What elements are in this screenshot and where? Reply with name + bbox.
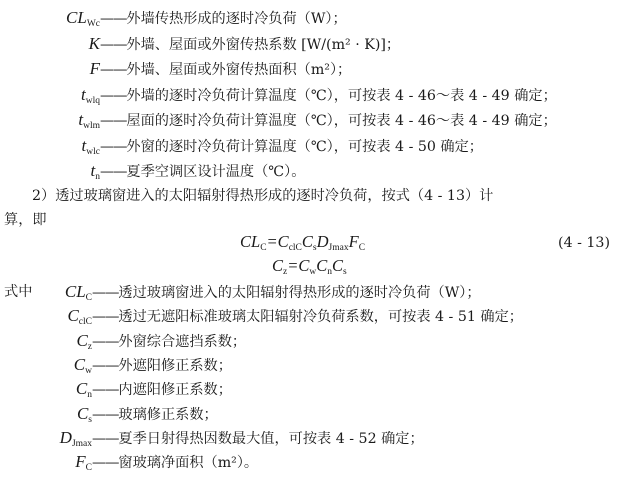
definition-row <box>0 452 258 478</box>
definition-row <box>0 8 347 34</box>
paragraph-2-line-1: 2）透过玻璃窗进入的太阳辐射得热形成的逐时冷负荷，按式（4 - 13）计 <box>32 188 494 204</box>
formula-factor: $C_s$ <box>301 232 317 253</box>
formula-1-rhs <box>278 232 365 251</box>
formula-factor: $C_s$ <box>332 256 347 277</box>
definition-text: 外墙的逐时冷负荷计算温度（℃），可按表 4 - 46～表 4 - 49 确定； <box>126 87 557 104</box>
definition-dash: —— <box>100 138 127 155</box>
definition-symbol: $t_{wlm}$ <box>78 110 100 131</box>
definition-symbol: $C_s$ <box>76 403 92 425</box>
formula-factor: $C_w$ <box>298 256 317 277</box>
definition-dash: —— <box>100 11 127 27</box>
formula-factor: $F_C$ <box>348 232 366 253</box>
definition-row <box>0 282 481 308</box>
definition-row <box>0 404 218 430</box>
definition-symbol: $t_{wlq}$ <box>81 84 100 106</box>
definition-dash: —— <box>100 62 127 78</box>
definition-symbol: $CL_C$ <box>64 282 92 303</box>
paragraph-2-line-2: 算，即 <box>4 212 47 228</box>
definition-row <box>0 306 523 332</box>
definition-row <box>0 161 305 187</box>
definition-row <box>0 379 232 405</box>
definition-symbol: $C_z$ <box>76 330 92 352</box>
definition-row <box>0 428 424 454</box>
definition-dash: —— <box>100 113 127 129</box>
definition-row <box>0 85 557 111</box>
definition-text: 外遮阳修正系数； <box>118 357 232 374</box>
definition-symbol: $C_{clC}$ <box>67 306 92 328</box>
definition-symbol: $C_w$ <box>73 354 92 376</box>
formula-factor: $D_{Jmax}$ <box>316 232 349 253</box>
definition-text: 外墙、屋面或外窗传热系数 [W/(m² · K)]； <box>126 36 401 53</box>
definition-symbol: $F_C$ <box>75 452 92 474</box>
formula-factor: $C_n$ <box>316 256 333 277</box>
definition-dash: —— <box>92 285 119 301</box>
definition-dash: —— <box>92 455 119 472</box>
equation-number: (4 - 13) <box>558 235 610 251</box>
formula-1-lhs: $CL_C$ <box>240 232 267 253</box>
definition-text: 夏季日射得热因数最大值，可按表 4 - 52 确定； <box>118 430 424 447</box>
definition-row <box>0 355 232 381</box>
definition-text: 外窗的逐时冷负荷计算温度（℃），可按表 4 - 50 确定； <box>126 138 483 155</box>
definition-symbol: $CL_{Wc}$ <box>66 8 100 29</box>
definition-text: 外墙传热形成的逐时冷负荷（W）； <box>126 11 347 27</box>
definition-symbol: K <box>88 33 100 53</box>
definition-dash: —— <box>92 357 119 374</box>
definition-text: 外墙、屋面或外窗传热面积（m²）； <box>126 62 352 78</box>
definition-row <box>0 34 400 60</box>
definition-text: 窗玻璃净面积（m²）。 <box>118 455 259 472</box>
definition-text: 屋面的逐时冷负荷计算温度（℃），可按表 4 - 46～表 4 - 49 确定； <box>126 113 557 129</box>
formula-2-rhs <box>298 256 346 275</box>
definition-symbol: $C_n$ <box>75 379 92 401</box>
definition-symbol: F <box>89 59 100 78</box>
where-label: 式中 <box>4 284 33 300</box>
definition-row <box>0 59 351 85</box>
definition-symbol: $t_{wlc}$ <box>81 135 100 157</box>
definition-dash: —— <box>92 406 119 423</box>
definition-row <box>0 110 557 136</box>
definition-dash: —— <box>92 333 119 350</box>
definition-dash: —— <box>100 36 127 53</box>
definition-row <box>0 331 246 357</box>
formula-2-lhs: $C_z$ <box>272 256 288 277</box>
definition-text: 内遮阳修正系数； <box>118 382 232 399</box>
formula-c-z: $C_z=C_wC_nC_s$ <box>272 256 347 277</box>
definition-symbol: $t_n$ <box>90 161 100 182</box>
definition-text: 透过玻璃窗进入的太阳辐射得热形成的逐时冷负荷（W）； <box>118 285 481 301</box>
definition-text: 玻璃修正系数； <box>118 406 218 423</box>
definition-dash: —— <box>92 382 119 399</box>
definition-text: 外窗综合遮挡系数； <box>118 333 247 350</box>
formula-factor: $C_{clC}$ <box>277 232 302 253</box>
definition-text: 夏季空调区设计温度（℃）。 <box>126 164 306 180</box>
definition-text: 透过无遮阳标准玻璃太阳辐射冷负荷系数，可按表 4 - 51 确定； <box>118 309 523 326</box>
definition-row <box>0 136 483 162</box>
definition-dash: —— <box>100 87 127 104</box>
definition-dash: —— <box>100 164 127 180</box>
definition-dash: —— <box>92 430 119 447</box>
definition-symbol: $D_{Jmax}$ <box>59 427 92 449</box>
formula-cl-c: $CL_C=C_{clC}C_sD_{Jmax}F_C$ <box>240 232 366 253</box>
definition-dash: —— <box>92 309 119 326</box>
